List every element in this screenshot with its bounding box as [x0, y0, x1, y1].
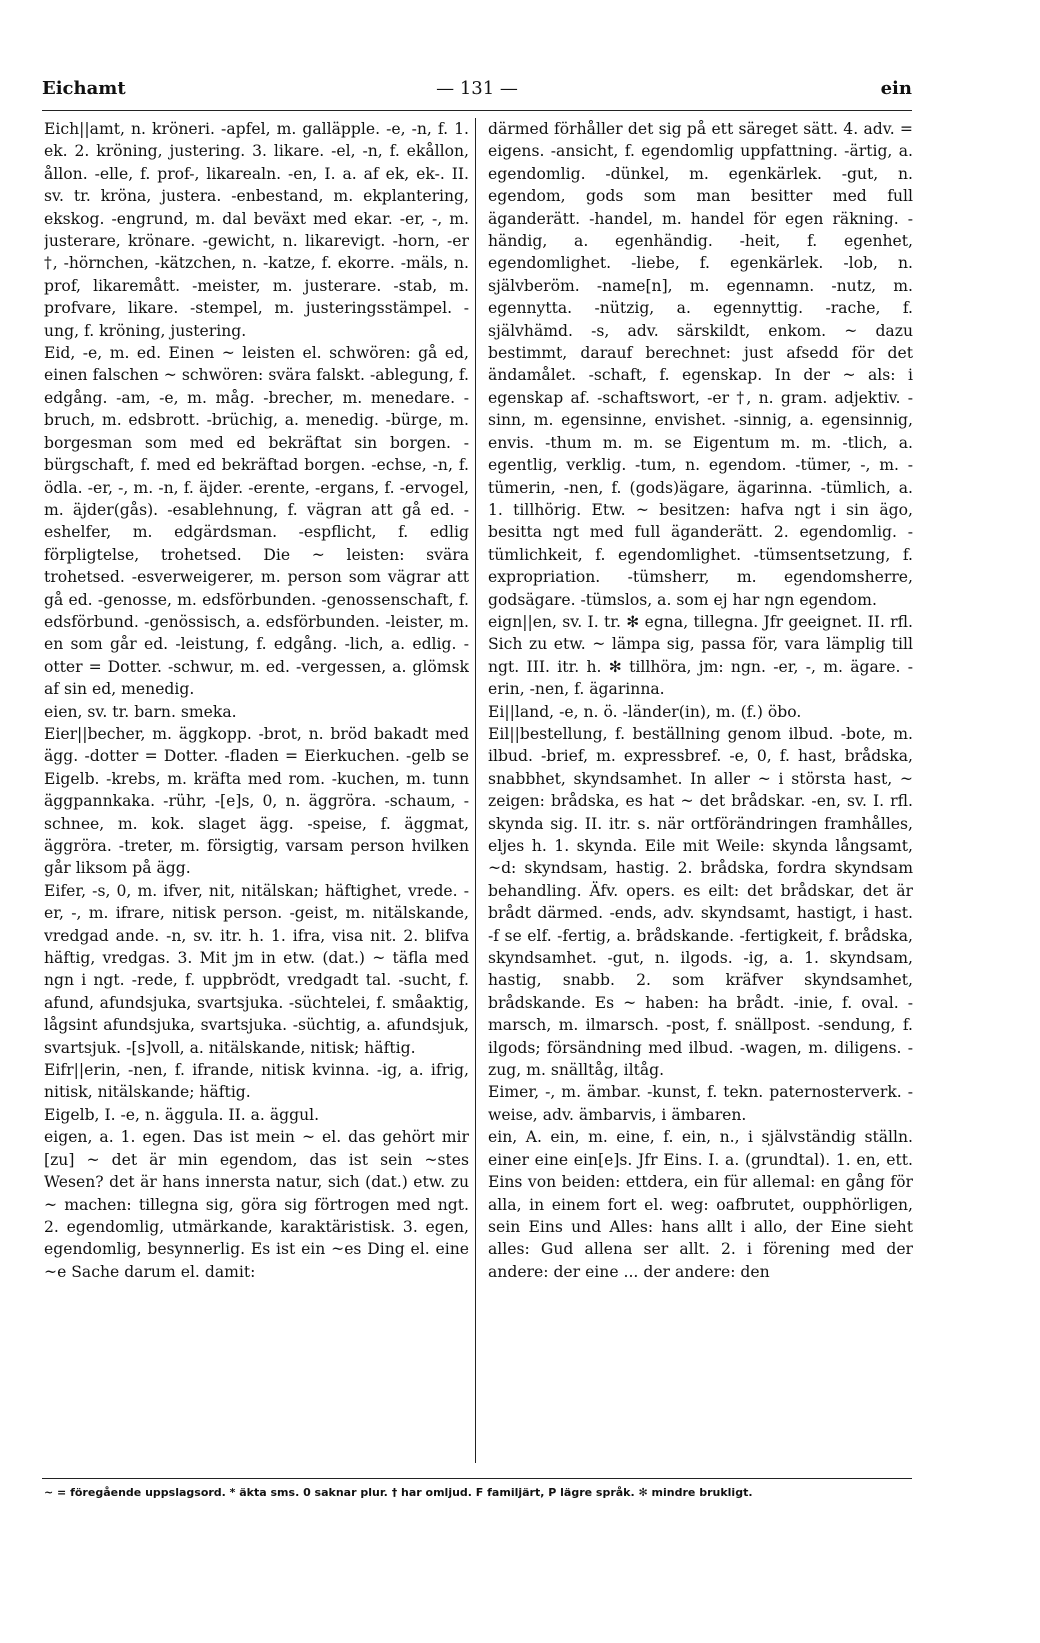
- column-divider: [475, 118, 476, 1463]
- header-left-guideword: Eichamt: [42, 78, 126, 99]
- entry-eigen: eigen, a. 1. egen. Das ist mein ~ el. das gehört mir [zu] ~ det är min egendom, das ist sein ~stes Wesen? det är hans innersta natur, sich (dat.) etw. zu ~ machen: tillegna sig, göra sig förtrogen med ngt. 2. egendomlig, utmärkande, karaktäristisk. 3. egen, egendomlig, besynnerlig. Es ist ein ~es Ding el. eine ~e Sache darum el. damit:: [44, 1128, 469, 1281]
- header-right-guideword: ein: [880, 78, 912, 99]
- page-header: [42, 78, 912, 104]
- header-divider: [42, 110, 912, 111]
- entry-eilbestellung: Eil||bestellung, f. beställning genom ilbud. -bote, m. ilbud. -brief, m. expressbref. -e, 0, f. hast, brådska, snabbhet, skyndsamhet. In aller ~ i största hast, ~ zeigen: brådska, es hat ~ det brådskar. -en, sv. I. rfl. skynda sig. II. itr. s. när ortförändringen framhålles, eljes h. 1. skynda. Eile mit Weile: skynda långsamt, ~d: skyndsam, hastig. 2. brådska, fordra skyndsam behandling. Äfv. opers. es eilt: det brådskar, det är brådt därmed. -ends, adv. skyndsamt, hastigt, i hast. -f se elf. -fertig, a. brådskande. -fertigkeit, f. brådska, skyndsamhet. -gut, n. ilgods. -ig, a. 1. skyndsam, hastig, snabb. 2. som kräfver skyndsamhet, brådskande. Es ~ haben: ha brådt. -inie, f. oval. -marsch, m. ilmarsch. -post, f. snällpost. -sendung, f. ilgods; försändning med ilbud. -wagen, m. diligens. -zug, m. snälltåg, iltåg.: [488, 724, 913, 1080]
- entry-ein: ein, A. ein, m. eine, f. ein, n., i självständig ställn. einer eine ein[e]s. Jfr Eins. I. a. (grundtal). 1. en, ett. Eins von beiden: ettdera, ein für allemal: en gång för alla, in einem fort el. weg: oafbrutet, oupphörligen, sein Eins und Alles: hans allt i allo, der Eine sieht alles: Gud allena ser allt. 2. i förening med der andere: der eine ... der andere: den: [488, 1128, 913, 1281]
- left-column: [44, 118, 469, 1460]
- entry-eichamt: Eich||amt, n. kröneri. -apfel, m. galläpple. -e, -n, f. 1. ek. 2. kröning, justering. 3. likare. -el, -n, f. ekållon, ållon. -elle, f. prof-, likarealn. -en, I. a. af ek, ek-. II. sv. tr. kröna, justera. -enbestand, m. ekplantering, ekskog. -engrund, m. dal beväxt med ekar. -er, -, m. justerare, krönare. -gewicht, n. likarevigt. -horn, -er †, -hörnchen, -kätzchen, n. -katze, f. ekorre. -mäls, n. prof, likaremått. -meister, m. justerare. -stab, m. profvare, likare. -stempel, m. justeringsstämpel. -ung, f. kröning, justering.: [44, 120, 469, 340]
- entry-eigelb: Eigelb, I. -e, n. äggula. II. a. äggul.: [44, 1105, 320, 1124]
- entry-eigen-continued: därmed förhåller det sig på ett säreget sätt. 4. adv. = eigens. -ansicht, f. egendomlig uppfattning. -ärtig, a. egendomlig. -dünkel, m. egenkärlek. -gut, n. egendom, gods som man besitter med full äganderätt. -handel, m. handel för egen räkning. -händig, a. egenhändig. -heit, f. egenhet, egendomlighet. -liebe, f. egenkärlek. -lob, n. självberöm. -name[n], m. egennamn. -nutz, m. egennytta. -nützig, a. egennyttig. -rache, f. självhämd. -s, adv. särskildt, enkom. ~ dazu bestimmt, darauf berechnet: just afsedd för det ändamålet. -schaft, f. egenskap. In der ~ als: i egenskap af. -schaftswort, -er †, n. gram. adjektiv. -sinn, m. egensinne, envishet. -sinnig, a. egensinnig, envis. -thum m. m. se Eigentum m. m. -tlich, a. egentlig, verklig. -tum, n. egendom. -tümer, -, m. -tümerin, -nen, f. (gods)ägare, ägarinna. -tümlich, a. 1. tillhörig. Etw. ~ besitzen: hafva ngt i sin ägo, besitta ngt med full äganderätt. 2. egendomlig. -tümlichkeit, f. egendomlighet. -tümsentsetzung, f. expropriation. -tümsherr, m. egendomsherre, godsägare. -tümslos, a. som ej har ngn egendom.: [488, 120, 913, 609]
- entry-eifer: Eifer, -s, 0, m. ifver, nit, nitälskan; häftighet, vrede. -er, -, m. ifrare, nitisk person. -geist, m. nitälskande, vredgad ande. -n, sv. itr. h. 1. ifra, visa nit. 2. blifva häftig, vredgas. 3. Mit jm in etw. (dat.) ~ täfla med ngn i ngt. -rede, f. uppbrödt, vredgadt tal. -sucht, f. afund, afundsjuka, svartsjuka. -süchtelei, f. småaktig, lågsint afundsjuka, svartsjuka. -süchtig, a. afundsjuk, svartsjuk. -[s]voll, a. nitälskande, nitisk; häftig.: [44, 881, 469, 1057]
- entry-eiland: Ei||land, -e, n. ö. -länder(in), m. (f.) öbo.: [488, 702, 802, 721]
- abbreviation-legend: ~ = föregående uppslagsord. * äkta sms. 0 saknar plur. † har omljud. F familjärt, P lägre språk. ✻ mindre brukligt.: [44, 1486, 753, 1499]
- footer-divider: [42, 1478, 912, 1479]
- right-column: [488, 118, 913, 1460]
- entry-eignen: eign||en, sv. I. tr. ✻ egna, tillegna. Jfr geeignet. II. rfl. Sich zu etw. ~ lämpa sig, passa för, vara lämplig till ngt. III. itr. h. ✻ tillhöra, jm: ngn. -er, -, m. ägare. -erin, -nen, f. ägarinna.: [488, 612, 913, 699]
- entry-eien: eien, sv. tr. barn. smeka.: [44, 702, 237, 721]
- entry-eid: Eid, -e, m. ed. Einen ~ leisten el. schwören: gå ed, einen falschen ~ schwören: svära falskt. -ablegung, f. edgång. -am, -e, m. måg. -brecher, m. menedare. -bruch, m. edsbrott. -brüchig, a. menedig. -bürge, m. borgesman som med ed bekräftat sin borgen. -bürgschaft, f. med ed bekräftad borgen. -echse, -n, f. ödla. -er, -, m. -n, f. äjder. -erente, -ergans, f. -ervogel, m. äjder(gås). -esablehnung, f. vägran att gå ed. -eshelfer, m. edgärdsman. -espflicht, f. edlig förpligtelse, trohetsed. Die ~ leisten: svära trohetsed. -esverweigerer, m. person som vägrar att gå ed. -genosse, m. edsförbunden. -genossenschaft, f. edsförbund. -genössisch, a. edsförbunden. -leister, m. en som går ed. -leistung, f. edgång. -lich, a. edlig. -otter = Dotter. -schwur, m. ed. -vergessen, a. glömsk af sin ed, menedig.: [44, 344, 469, 699]
- page-number: — 131 —: [436, 78, 518, 99]
- entry-eifrerin: Eifr||erin, -nen, f. ifrande, nitisk kvinna. -ig, a. ifrig, nitisk, nitälskande; häftig.: [44, 1061, 469, 1102]
- entry-eierbecher: Eier||becher, m. äggkopp. -brot, n. bröd bakadt med ägg. -dotter = Dotter. -fladen = Eierkuchen. -gelb se Eigelb. -krebs, m. kräfta med rom. -kuchen, m. tunn äggpannkaka. -rühr, -[e]s, 0, n. äggröra. -schaum, -schnee, m. kok. slaget ägg. -speise, f. äggmat, äggröra. -treter, m. försigtig, varsam person hvilken går liksom på ägg.: [44, 724, 469, 878]
- entry-eimer: Eimer, -, m. ämbar. -kunst, f. tekn. paternosterverk. -weise, adv. ämbarvis, i ämbaren.: [488, 1083, 913, 1124]
